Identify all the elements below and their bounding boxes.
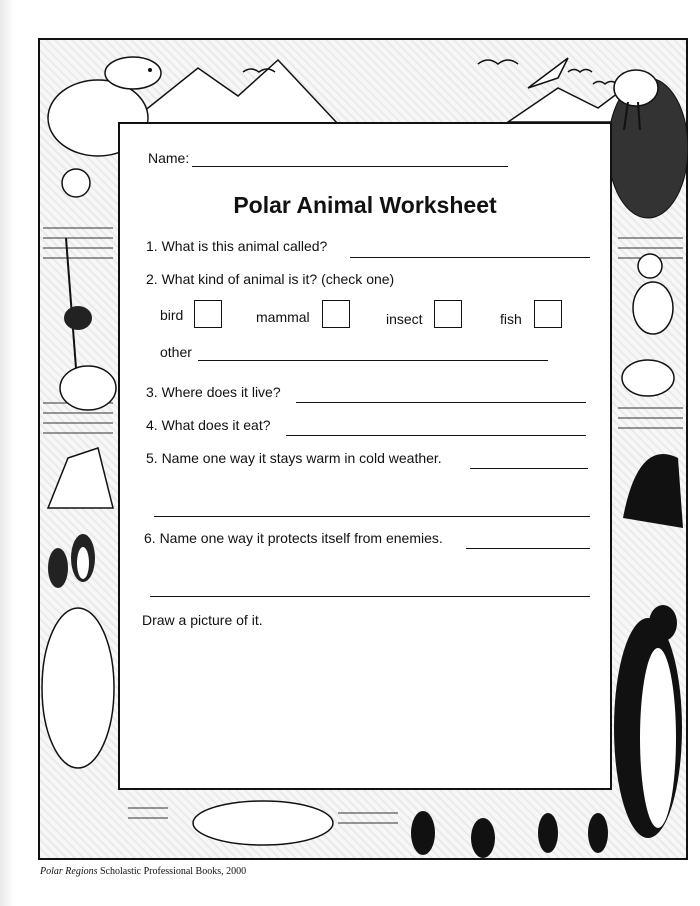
name-answer-line[interactable] <box>192 166 508 167</box>
drawing-area[interactable] <box>140 636 590 776</box>
option-bird-checkbox[interactable] <box>194 300 222 328</box>
other-answer-line[interactable] <box>198 360 548 361</box>
book-title: Polar Regions <box>40 866 98 877</box>
other-label: other <box>160 344 192 360</box>
option-insect-label: insect <box>386 311 423 327</box>
orca-icon <box>623 454 683 528</box>
walrus-icon <box>608 70 688 218</box>
scan-edge <box>0 0 14 906</box>
answer-line-3[interactable] <box>296 402 586 403</box>
option-fish-label: fish <box>500 311 522 327</box>
question-5: 5. Name one way it stays warm in cold weather. <box>146 450 442 466</box>
arctic-fox-icon <box>633 254 673 334</box>
draw-prompt: Draw a picture of it. <box>142 612 263 628</box>
question-1: 1. What is this animal called? <box>146 238 328 254</box>
worksheet-panel <box>118 122 612 790</box>
narwhal-icon <box>60 238 116 410</box>
publisher: Scholastic Professional Books, 2000 <box>100 866 247 877</box>
penguin-icon <box>411 811 608 858</box>
option-fish-checkbox[interactable] <box>534 300 562 328</box>
answer-line-5b[interactable] <box>154 516 590 517</box>
name-label: Name: <box>148 150 190 166</box>
question-4: 4. What does it eat? <box>146 417 271 433</box>
source-citation <box>40 866 246 877</box>
option-mammal-checkbox[interactable] <box>322 300 350 328</box>
answer-line-6b[interactable] <box>150 596 590 597</box>
answer-line-5a[interactable] <box>470 468 588 469</box>
answer-line-4[interactable] <box>286 435 586 436</box>
answer-line-1[interactable] <box>350 257 590 258</box>
iceberg-icon <box>48 448 113 508</box>
question-2: 2. What kind of animal is it? (check one) <box>146 271 395 287</box>
seal-icon <box>193 801 333 845</box>
penguin-icon <box>48 534 95 588</box>
option-insect-checkbox[interactable] <box>434 300 462 328</box>
seal-icon <box>42 608 114 768</box>
question-3: 3. Where does it live? <box>146 384 281 400</box>
option-mammal-label: mammal <box>256 309 310 325</box>
seal-icon <box>622 360 674 396</box>
answer-line-6a[interactable] <box>466 548 590 549</box>
penguin-icon <box>614 605 682 838</box>
question-6: 6. Name one way it protects itself from enemies. <box>144 530 443 546</box>
option-bird-label: bird <box>160 307 184 323</box>
worksheet-title: Polar Animal Worksheet <box>233 192 497 218</box>
